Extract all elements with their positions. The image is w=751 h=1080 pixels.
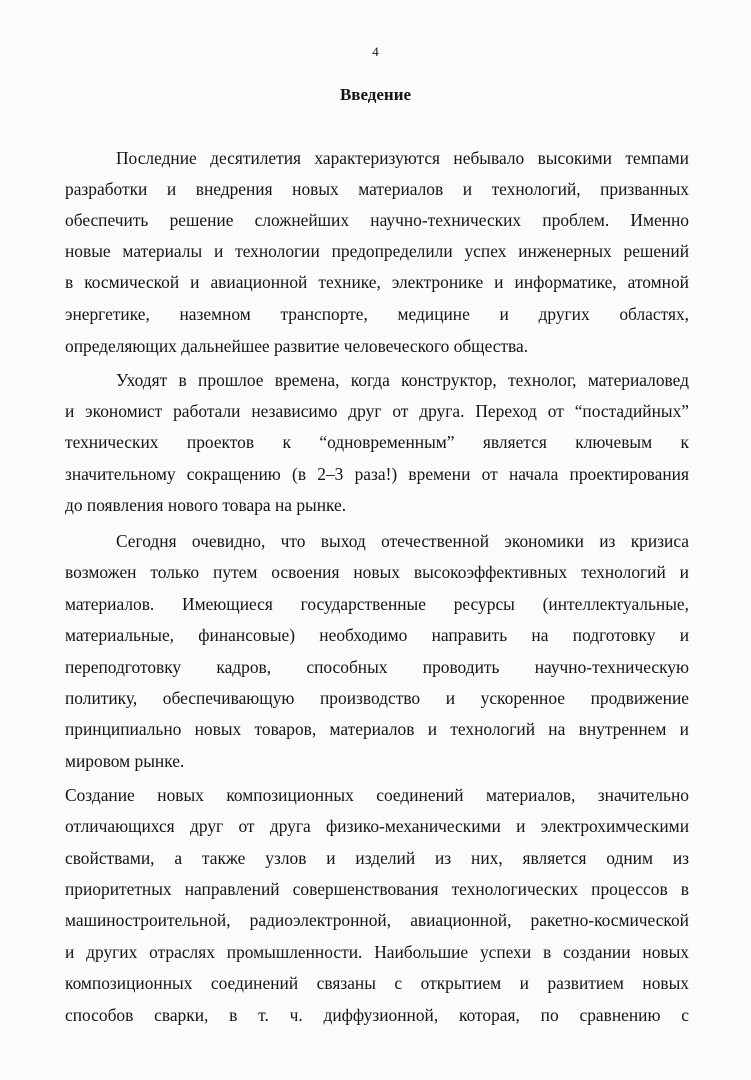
text-line: технических проектов к “одновременным” является ключевым к: [65, 432, 689, 452]
text-line: отличающихся друг от друга физико-механическими и электрохимческими: [65, 816, 689, 836]
text-line: приоритетных направлений совершенствования технологических процессов в: [65, 879, 689, 899]
section-heading: Введение: [339, 85, 412, 104]
text-line: Создание новых композиционных соединений материалов, значительно: [65, 785, 689, 805]
text-line: принципиально новых товаров, материалов и технологий на внутреннем и: [65, 719, 689, 739]
text-line: до появления нового товара на рынке.: [65, 495, 347, 515]
text-line: мировом рынке.: [65, 751, 185, 771]
text-line: новые материалы и технологии предопределили успех инженерных решений: [65, 241, 689, 261]
text-line: разработки и внедрения новых материалов и технологий, призванных: [65, 179, 689, 199]
text-line: переподготовку кадров, способных проводить научно-техническую: [65, 657, 689, 677]
text-line: способов сварки, в т. ч. диффузионной, которая, по сравнению с: [65, 1005, 689, 1025]
text-line: и других отраслях промышленности. Наибольшие успехи в создании новых: [65, 942, 689, 962]
text-line: определяющих дальнейшее развитие человеческого общества.: [65, 336, 529, 356]
text-line: Последние десятилетия характеризуются небывало высокими темпами: [116, 148, 689, 168]
text-line: свойствами, а также узлов и изделий из них, является одним из: [65, 848, 689, 868]
text-line: возможен только путем освоения новых высокоэффективных технологий и: [65, 562, 689, 582]
text-line: и экономист работали независимо друг от друга. Переход от “постадийных”: [65, 401, 689, 421]
text-line: материалов. Имеющиеся государственные ресурсы (интеллектуальные,: [65, 594, 689, 614]
text-line: композиционных соединений связаны с открытием и развитием новых: [65, 973, 689, 993]
page-number: 4: [372, 44, 379, 59]
text-line: значительному сокращению (в 2–3 раза!) времени от начала проектирования: [65, 464, 689, 484]
text-line: политику, обеспечивающую производство и ускоренное продвижение: [65, 688, 689, 708]
text-line: обеспечить решение сложнейших научно-технических проблем. Именно: [65, 210, 689, 230]
text-line: в космической и авиационной технике, электронике и информатике, атомной: [65, 272, 689, 292]
text-line: Сегодня очевидно, что выход отечественной экономики из кризиса: [116, 531, 689, 551]
text-line: энергетике, наземном транспорте, медицине и других областях,: [65, 304, 689, 324]
text-line: Уходят в прошлое времена, когда конструктор, технолог, материаловед: [116, 370, 689, 390]
text-line: материальные, финансовые) необходимо направить на подготовку и: [65, 625, 689, 645]
text-line: машиностроительной, радиоэлектронной, авиационной, ракетно-космической: [65, 910, 689, 930]
